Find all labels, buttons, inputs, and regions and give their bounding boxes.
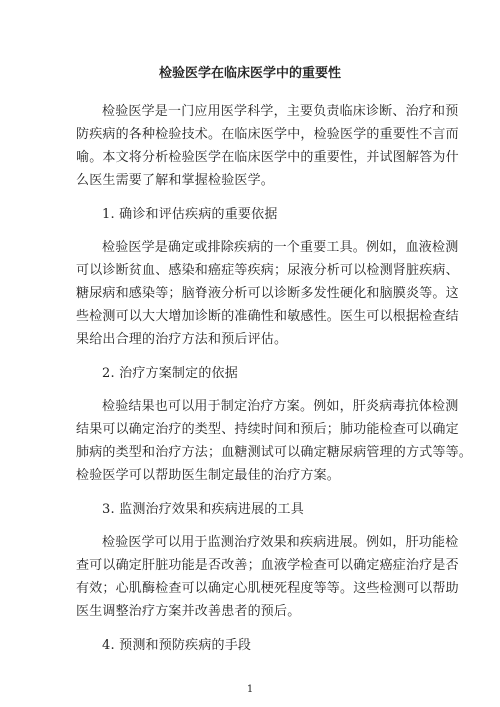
paragraph-line: 防疾病的各种检验技术。在临床医学中，检验医学的重要性不言而 xyxy=(76,127,459,142)
paragraph-line: 检验结果也可以用于制定治疗方案。例如，肝炎病毒抗体检测 xyxy=(102,399,459,414)
paragraph-line: 检验医学可以用于监测治疗效果和疾病进展。例如，肝功能检 xyxy=(102,535,459,550)
paragraph-line: 查可以确定肝脏功能是否改善；血液学检查可以确定癌症治疗是否 xyxy=(76,558,459,573)
paragraph-line: 糖尿病和感染等；脑脊液分析可以诊断多发性硬化和脑膜炎等。这 xyxy=(76,286,459,301)
paragraph-line: 肺病的类型和治疗方法；血糖测试可以确定糖尿病管理的方式等等。 xyxy=(76,445,473,460)
section-heading: 2. 治疗方案制定的依据 xyxy=(102,366,238,381)
paragraph-line: 检验医学是一门应用医学科学，主要负责临床诊断、治疗和预 xyxy=(102,104,459,119)
document-title: 检验医学在临床医学中的重要性 xyxy=(158,66,341,81)
paragraph-line: 检验医学是确定或排除疾病的一个重要工具。例如，血液检测 xyxy=(102,240,459,255)
paragraph-line: 检验医学可以帮助医生制定最佳的治疗方案。 xyxy=(76,468,341,483)
section-heading: 1. 确诊和评估疾病的重要依据 xyxy=(102,207,278,222)
paragraph-line: 结果可以确定治疗的类型、持续时间和预后；肺功能检查可以确定 xyxy=(76,422,459,437)
section-heading: 3. 监测治疗效果和疾病进展的工具 xyxy=(102,502,304,517)
section-heading: 4. 预测和预防疾病的手段 xyxy=(102,638,252,653)
paragraph-line: 可以诊断贫血、感染和癌症等疾病；尿液分析可以检测肾脏疾病、 xyxy=(76,263,459,278)
paragraph-line: 些检测可以大大增加诊断的准确性和敏感性。医生可以根据检查结 xyxy=(76,309,459,324)
paragraph-line: 有效；心肌酶检查可以确定心肌梗死程度等等。这些检测可以帮助 xyxy=(76,581,459,596)
paragraph-line: 喻。本文将分析检验医学在临床医学中的重要性，并试图解答为什 xyxy=(76,150,459,165)
paragraph-line: 医生调整治疗方案并改善患者的预后。 xyxy=(76,604,301,619)
page-number: 1 xyxy=(246,684,254,695)
paragraph-line: 果给出合理的治疗方法和预后评估。 xyxy=(76,332,288,347)
paragraph-line: 么医生需要了解和掌握检验医学。 xyxy=(76,173,275,188)
